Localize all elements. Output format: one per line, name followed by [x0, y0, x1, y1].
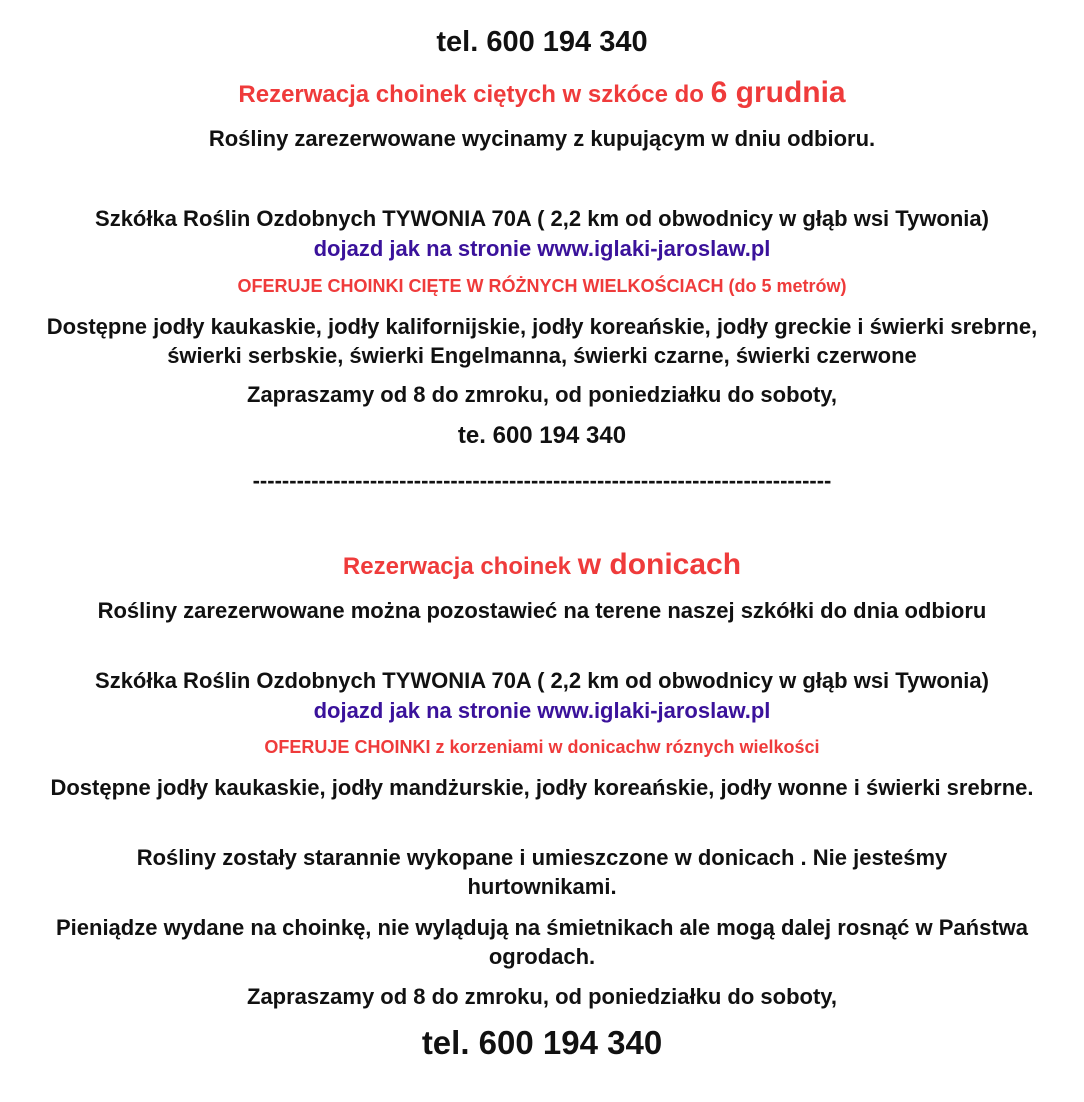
opening-hours: Zapraszamy od 8 do zmroku, od poniedziałku do soboty, [247, 382, 837, 407]
reservation-prefix: Rezerwacja choinek [342, 553, 578, 580]
reservation-heading-cut [0, 76, 1084, 110]
divider: ------------------------------------------------------------------------------- [252, 468, 832, 493]
reservation-prefix: Rezerwacja choinek ciętych w szkóce do [238, 81, 711, 108]
available-species-pots: Dostępne jodły kaukaskie, jodły mandżurskie, jodły koreańskie, jodły wonne i świerki srebrne. [50, 775, 1034, 800]
dug-note: Rośliny zostały starannie wykopane i umieszczone w donicach . Nie jesteśmy hurtownikami. [136, 845, 948, 899]
phone-section2: tel. 600 194 340 [421, 1024, 663, 1061]
phone-section1: te. 600 194 340 [457, 422, 627, 449]
offer-pots: OFERUJE CHOINKI z korzeniami w donicachw róznych wielkości [264, 737, 820, 757]
address-2: Szkółka Roślin Ozdobnych TYWONIA 70A ( 2,2 km od obwodnicy w głąb wsi Tywonia) [95, 668, 989, 693]
reservation-date: 6 grudnia [710, 76, 846, 109]
opening-hours-2: Zapraszamy od 8 do zmroku, od poniedziałku do soboty, [247, 984, 837, 1009]
address: Szkółka Roślin Ozdobnych TYWONIA 70A ( 2,2 km od obwodnicy w głąb wsi Tywonia) [95, 206, 989, 231]
directions-link-2[interactable]: dojazd jak na stronie www.iglaki-jaroslaw.pl [313, 698, 771, 723]
directions-link[interactable]: dojazd jak na stronie www.iglaki-jaroslaw.pl [313, 236, 771, 261]
money-note: Pieniądze wydane na choinkę, nie wylądują na śmietnikach ale mogą dalej rosnąć w Państwa ogrodach. [55, 915, 1028, 969]
keep-note: Rośliny zarezerwowane można pozostawieć na terene naszej szkółki do dnia odbioru [97, 598, 987, 623]
phone-top: tel. 600 194 340 [436, 26, 648, 58]
offer-cut: OFERUJE CHOINKI CIĘTE W RÓŻNYCH WIELKOŚCIACH (do 5 metrów) [237, 276, 847, 296]
cut-note: Rośliny zarezerwowane wycinamy z kupującym w dniu odbioru. [208, 126, 876, 151]
available-species-cut: Dostępne jodły kaukaskie, jodły kalifornijskie, jodły koreańskie, jodły greckie i świerki srebrne, świerki serbskie, świerki Engelmanna, świerki czarne, świerki czerwone [46, 314, 1038, 368]
reservation-heading-pots [0, 548, 1084, 582]
reservation-emph: w donicach [577, 548, 742, 581]
